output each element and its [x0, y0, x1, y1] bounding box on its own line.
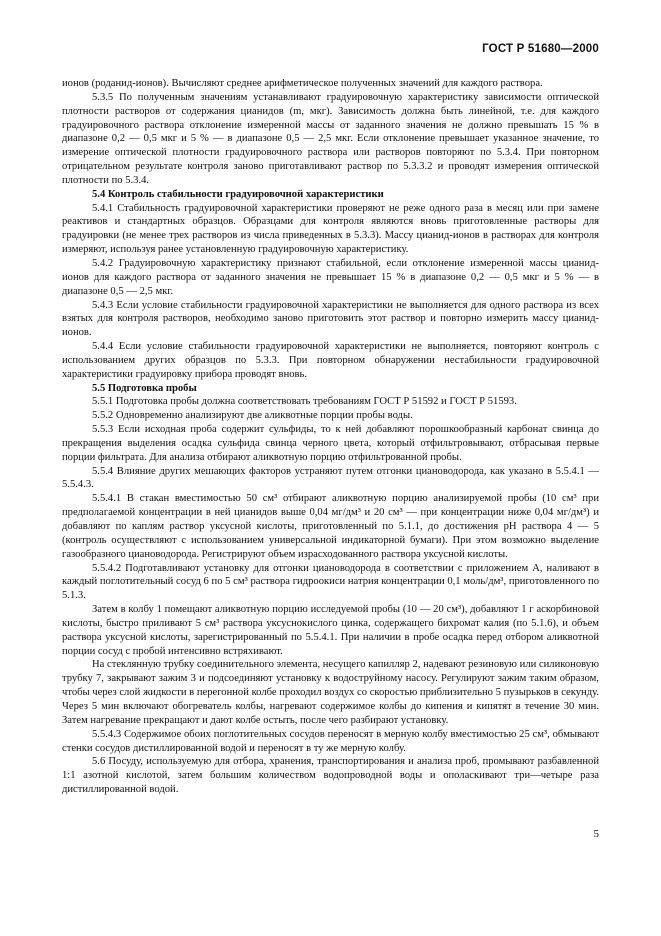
- paragraph-continuation: ионов (роданид-ионов). Вычисляют среднее арифметическое полученных значений для каждого раствора.: [62, 78, 543, 89]
- section-heading-5-5: 5.5 Подготовка пробы: [92, 382, 197, 394]
- paragraph-tube-setup: На стеклянную трубку соединительного элемента, несущего капилляр 2, надевают резиновую или силиконовую трубку 7, закрывают зажим 3 и подсоединяют установку к водоструйному насосу. Регулируют зажим таким образом, чтобы через слой жидкости в перегонной колбе проходил воздух со скоростью приблизительно 5 пузырьков в секунду. Через 5 мин включают обогреватель колбы, нагревают содержимое колбы до кипения и кипятят в течение 30 мин. Затем нагревание прекращают и дают колбе остыть, после чего разбирают установку.: [62, 659, 599, 726]
- paragraph-5-4-2: 5.4.2 Градуировочную характеристику признают стабильной, если отклонение измеренной массы цианид-ионов для каждого раствора от заданного значения не превышает 15 % в диапазоне 0,2 — 0,5 мкг и 5 % — в диапазоне 0,5 — 2,5 мкг.: [62, 257, 599, 297]
- paragraph-5-3-5: 5.3.5 По полученным значениям устанавливают градуировочную характеристику зависимости оптической плотности растворов от содержания цианидов (m, мкг). Зависимость должна быть линейной, т.е. для каждого градуировочного раствора отклонение измеренной массы от заданного значения не должно превышать 15 % в диапазоне 0,2 — 0,5 мкг и 5 % — в диапазоне 0,5 — 2,5 мкг. Если отклонение превышает указанное значение, то измерение оптической плотности градуировочного раствора или растворов повторяют по 5.3.4. При повторном отрицательном результате контроля заново приготавливают раствор по 5.3.3.2 и проводят измерения оптической плотности по 5.3.4.: [62, 91, 599, 186]
- paragraph-5-5-4-2: 5.5.4.2 Подготавливают установку для отгонки циановодорода в соответствии с приложением А, наливают в каждый поглотительный сосуд 6 по 5 см³ раствора гидроокиси натрия концентрации 0,1 моль/дм³, приготовленного по 5.1.3.: [62, 562, 599, 602]
- paragraph-5-4-1: 5.4.1 Стабильность градуировочной характеристики проверяют не реже одного раза в месяц или при замене реактивов и стандартных образцов. Образцами для контроля являются вновь приготовленные растворы для градуировки (не менее трех растворов из числа приведенных в 5.3.3). Массу цианид-ионов в растворах для контроля измеряют, используя ранее установленную градуировочную характеристику.: [62, 202, 599, 256]
- paragraph-flask-loading: Затем в колбу 1 помещают аликвотную порцию исследуемой пробы (10 — 20 см³), добавляют 1 г аскорбиновой кислоты, быстро приливают 5 см³ раствора уксуснокислого цинка, содержащего бихромат калия (по 5.1.6), и объем раствора уксусной кислоты, зарегистрированный по 5.5.4.1. При наличии в пробе осадка перед отбором аликвотной порции сосуд с пробой интенсивно встряхивают.: [62, 604, 599, 657]
- paragraph-5-4-3: 5.4.3 Если условие стабильности градуировочной характеристики не выполняется для одного раствора из всех взятых для контроля растворов, необходимо заново приготовить этот раствор и повторно измерить массу цианид-ионов.: [62, 299, 599, 339]
- paragraph-5-5-2: 5.5.2 Одновременно анализируют две аликвотные порции пробы воды.: [92, 410, 413, 422]
- paragraph-5-5-4: 5.5.4 Влияние других мешающих факторов устраняют путем отгонки циановодорода, как указано в 5.5.4.1 — 5.5.4.3.: [62, 465, 599, 491]
- paragraph-5-5-3: 5.5.3 Если исходная проба содержит сульфиды, то к ней добавляют порошкообразный карбонат свинца до прекращения выделения осадка сульфида свинца черного цвета, который отфильтровывают, отбрасывая первые порции фильтрата. Для анализа отбирают аликвотную порцию отфильтрованной пробы.: [62, 424, 599, 463]
- paragraph-5-4-4: 5.4.4 Если условие стабильности градуировочной характеристики не выполняется, повторяют контроль с использованием других образцов по 5.3.3. При повторном обнаружении нестабильности градуировочной характеристики градуировку прибора проводят вновь.: [62, 341, 599, 380]
- document-body: [62, 77, 599, 797]
- paragraph-5-5-4-3: 5.5.4.3 Содержимое обоих поглотительных сосудов переносят в мерную колбу вместимостью 25 см³, обмывают стенки сосудов дистиллированной водой и переносят в ту же мерную колбу.: [62, 728, 599, 754]
- page-number: 5: [593, 828, 599, 840]
- paragraph-5-5-4-1: 5.5.4.1 В стакан вместимостью 50 см³ отбирают аликвотную порцию анализируемой пробы (10 см³ при предполагаемой концентрации в ней цианидов выше 0,04 мг/дм³ и 20 см³ — при концентрации ниже 0,04 мг/дм³) и добавляют по каплям раствор уксусной кислоты, приготовленный по 5.1.1, до достижения рН раствора 4 — 5 (контроль осуществляют с использованием универсальной индикаторной бумаги). При этом возможно выделение газообразного циановодорода. Регистрируют объем израсходованного раствора уксусной кислоты.: [62, 493, 599, 560]
- section-heading-5-4: 5.4 Контроль стабильности градуировочной характеристики: [92, 188, 384, 200]
- standard-header: ГОСТ Р 51680—2000: [482, 43, 599, 55]
- paragraph-5-5-1: 5.5.1 Подготовка пробы должна соответствовать требованиям ГОСТ Р 51592 и ГОСТ Р 51593.: [92, 396, 517, 408]
- paragraph-5-6: 5.6 Посуду, используемую для отбора, хранения, транспортирования и анализа проб, промывают разбавленной 1:1 азотной кислотой, затем большим количеством водопроводной воды и ополаскивают три—четыре раза дистиллированной водой.: [62, 756, 599, 796]
